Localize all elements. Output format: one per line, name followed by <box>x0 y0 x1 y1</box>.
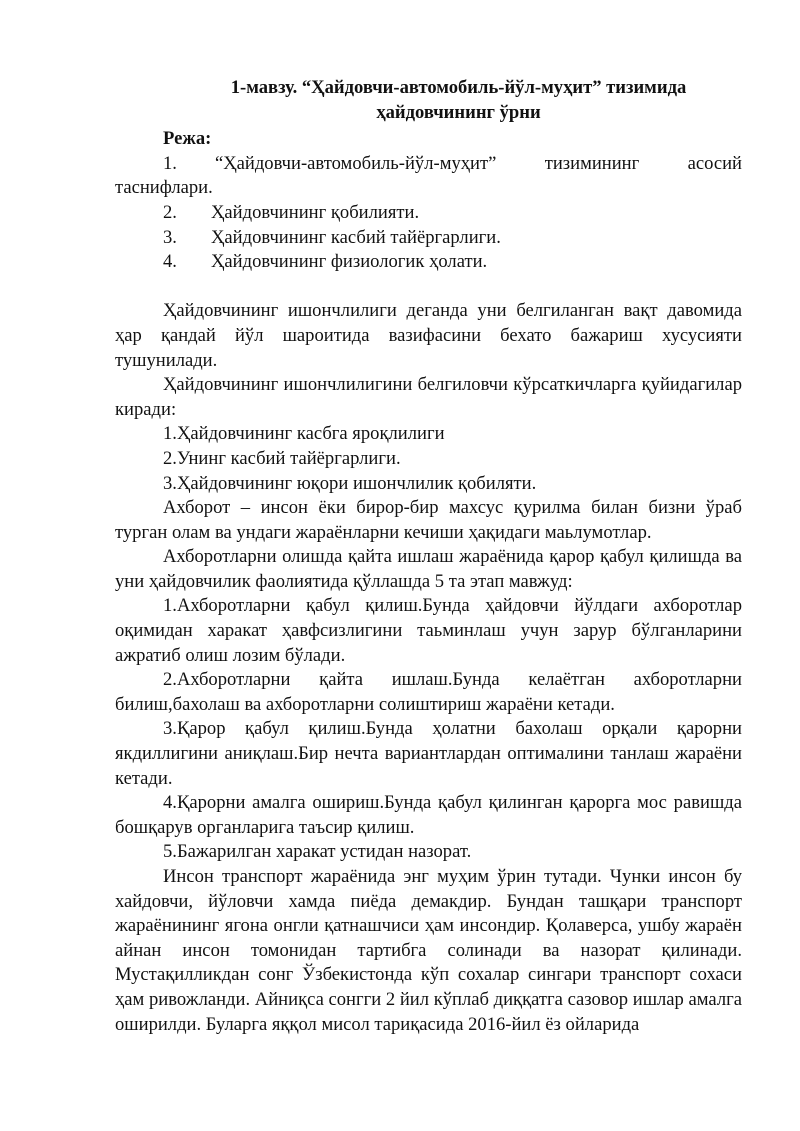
plan-item-text: Ҳайдовчининг касбий тайёргарлиги. <box>211 226 501 248</box>
plan-item-number: 3. <box>163 226 177 248</box>
blank-line <box>115 275 742 300</box>
body-paragraph: Ҳайдовчининг ишончлилиги деганда уни белгиланган вақт давомида ҳар қандай йўл шароитида вазифасини бехато бажариш хусусияти тушунилади. <box>115 300 742 371</box>
body-paragraph: 2.Ахборотларни қайта ишлаш.Бунда келаётган ахборотларни билиш,бахолаш ва ахборотларни солиштириш жараёни кетади. <box>115 669 742 715</box>
body-paragraph: 1.Ахборотларни қабул қилиш.Бунда ҳайдовчи йўлдаги ахборотлар оқимидан харакат ҳавфсизлигини таьминлаш учун зарур бўлганларини ажратиб олиш лозим бўлади. <box>115 595 742 666</box>
plan-item-number: 1. <box>163 152 177 174</box>
plan-item <box>115 152 742 201</box>
plan-item-number: 2. <box>163 201 177 223</box>
body-paragraph: Ахборот – инсон ёки бирор-бир махсус қурилма билан бизни ўраб турган олам ва ундаги жараёнларни кечиши ҳақидаги маьлумотлар. <box>115 497 742 543</box>
title-line-1: 1-мавзу. “Ҳайдовчи-автомобиль-йўл-муҳит” тизимида <box>230 77 687 98</box>
title-line-2: ҳайдовчининг ўрни <box>376 101 541 123</box>
body-paragraph: Ахборотларни олишда қайта ишлаш жараёнида қарор қабул қилишда ва уни ҳайдовчилик фаолиятида қўллашда 5 та этап мавжуд: <box>115 546 742 592</box>
body-paragraph: Инсон транспорт жараёнида энг муҳим ўрин тутади. Чунки инсон бу хайдовчи, йўловчи хамда пиёда демакдир. Бундан ташқари транспорт жараёнининг ягона онгли қатнашчиси ҳам инсондир. Қолаверса, ушбу жараён айнан инсон томонидан тартибга солинади ва назорат қилинади. Мустақилликдан сонг Ўзбекистонда кўп сохалар сингари транспорт сохаси ҳам ривожланди. Айниқса сонгги 2 йил кўплаб диққатга сазовор ишлар амалга оширилди. Буларга яққол мисол тариқасида 2016-йил ёз ойларида <box>115 866 742 1035</box>
body-paragraph: 2.Унинг касбий тайёргарлиги. <box>163 447 401 469</box>
plan-item-text: Ҳайдовчининг қобилияти. <box>211 201 420 223</box>
plan-item <box>115 201 742 226</box>
body-paragraph: 3.Ҳайдовчининг юқори ишончлилик қобиляти. <box>163 472 537 494</box>
plan-list <box>115 152 742 275</box>
plan-item-text: Ҳайдовчининг физиологик ҳолати. <box>211 251 488 273</box>
document-title <box>115 76 742 125</box>
body-paragraph: 5.Бажарилган харакат устидан назорат. <box>163 841 472 863</box>
body-paragraph: Ҳайдовчининг ишончлилигини белгиловчи кўрсаткичларга қуйидагилар киради: <box>115 374 742 420</box>
plan-item <box>115 250 742 275</box>
plan-item <box>115 226 742 251</box>
body-paragraph: 3.Қарор қабул қилиш.Бунда ҳолатни бахолаш орқали қарорни якдиллигини аниқлаш.Бир нечта вариантлардан оптималини танлаш жараёни кетади. <box>115 718 742 789</box>
document-body <box>115 76 742 1037</box>
plan-item-text: “Ҳайдовчи-автомобиль-йўл-муҳит” тизимининг асосий таснифлари. <box>115 152 742 199</box>
plan-item-number: 4. <box>163 251 177 273</box>
body-paragraph: 4.Қарорни амалга ошириш.Бунда қабул қилинган қарорга мос равишда бошқарув органларига таъсир қилиш. <box>115 792 742 838</box>
plan-heading: Режа: <box>163 128 212 150</box>
body-paragraph: 1.Ҳайдовчининг касбга яроқлилиги <box>163 423 445 445</box>
